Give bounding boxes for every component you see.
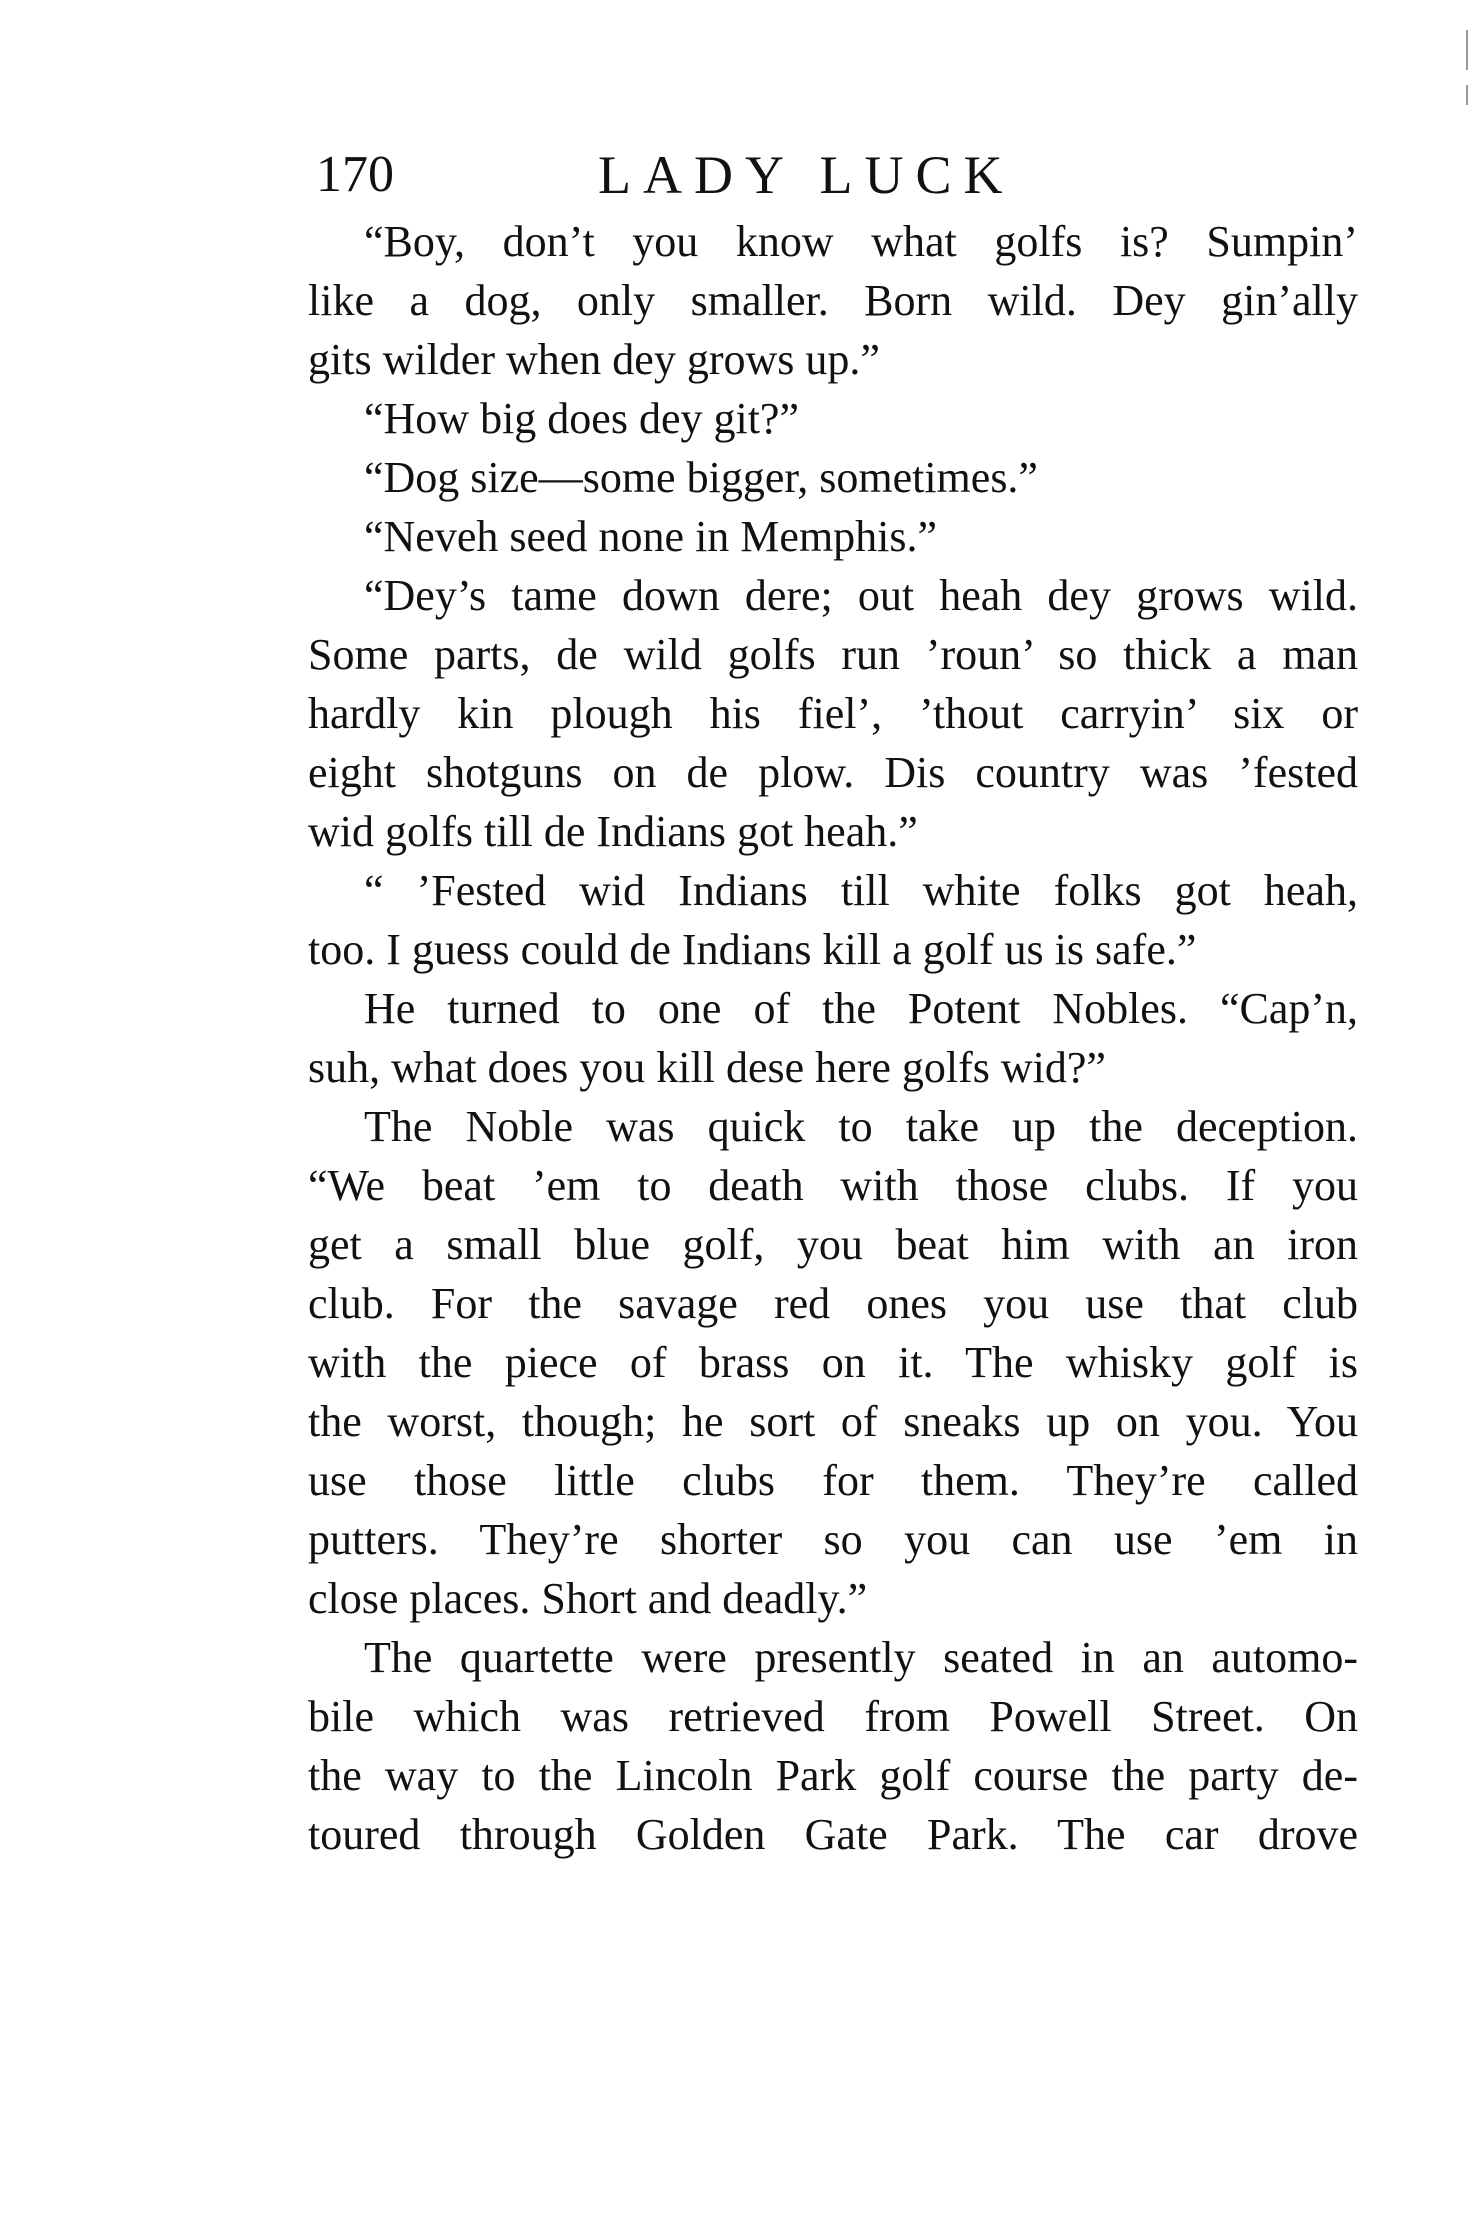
text-line: Some parts, de wild golfs run ’roun’ so thick a man (308, 630, 1358, 679)
text-line: the way to the Lincoln Park golf course the party de- (308, 1751, 1358, 1800)
text-line: close places. Short and deadly.” (308, 1574, 868, 1623)
text-line: the worst, though; he sort of sneaks up on you. You (308, 1397, 1358, 1446)
text-line: club. For the savage red ones you use that club (308, 1279, 1358, 1328)
scan-edge-mark (1466, 30, 1468, 70)
text-line: The quartette were presently seated in an automo- (364, 1633, 1358, 1682)
text-line: “ ’Fested wid Indians till white folks got heah, (364, 866, 1358, 915)
text-line: “Dey’s tame down dere; out heah dey grows wild. (364, 571, 1358, 620)
text-line: use those little clubs for them. They’re called (308, 1456, 1358, 1505)
text-line: get a small blue golf, you beat him with an iron (308, 1220, 1358, 1269)
text-line: putters. They’re shorter so you can use ’em in (308, 1515, 1358, 1564)
text-line: suh, what does you kill dese here golfs wid?” (308, 1043, 1106, 1092)
text-line: “We beat ’em to death with those clubs. If you (308, 1161, 1358, 1210)
text-line: like a dog, only smaller. Born wild. Dey gin’ally (308, 276, 1358, 325)
text-line: too. I guess could de Indians kill a golf us is safe.” (308, 925, 1197, 974)
body-text (308, 212, 1358, 1864)
text-line: eight shotguns on de plow. Dis country was ’fested (308, 748, 1358, 797)
page-number: 170 (316, 146, 394, 203)
text-line: gits wilder when dey grows up.” (308, 335, 880, 384)
scan-edge-mark (1466, 85, 1468, 105)
text-line: He turned to one of the Potent Nobles. “Cap’n, (364, 984, 1358, 1033)
text-line: wid golfs till de Indians got heah.” (308, 807, 918, 856)
text-line: toured through Golden Gate Park. The car drove (308, 1810, 1358, 1859)
text-line: “Neveh seed none in Memphis.” (364, 512, 938, 561)
text-line: The Noble was quick to take up the deception. (364, 1102, 1358, 1151)
running-title: LADY LUCK (598, 145, 1015, 205)
book-page (308, 140, 1358, 1864)
text-line: hardly kin plough his fiel’, ’thout carryin’ six or (308, 689, 1358, 738)
text-line: “How big does dey git?” (364, 394, 799, 443)
text-line: “Dog size—some bigger, sometimes.” (364, 453, 1038, 502)
text-line: “Boy, don’t you know what golfs is? Sumpin’ (364, 217, 1358, 266)
page-header (308, 140, 1358, 210)
text-line: with the piece of brass on it. The whisky golf is (308, 1338, 1358, 1387)
text-line: bile which was retrieved from Powell Street. On (308, 1692, 1358, 1741)
